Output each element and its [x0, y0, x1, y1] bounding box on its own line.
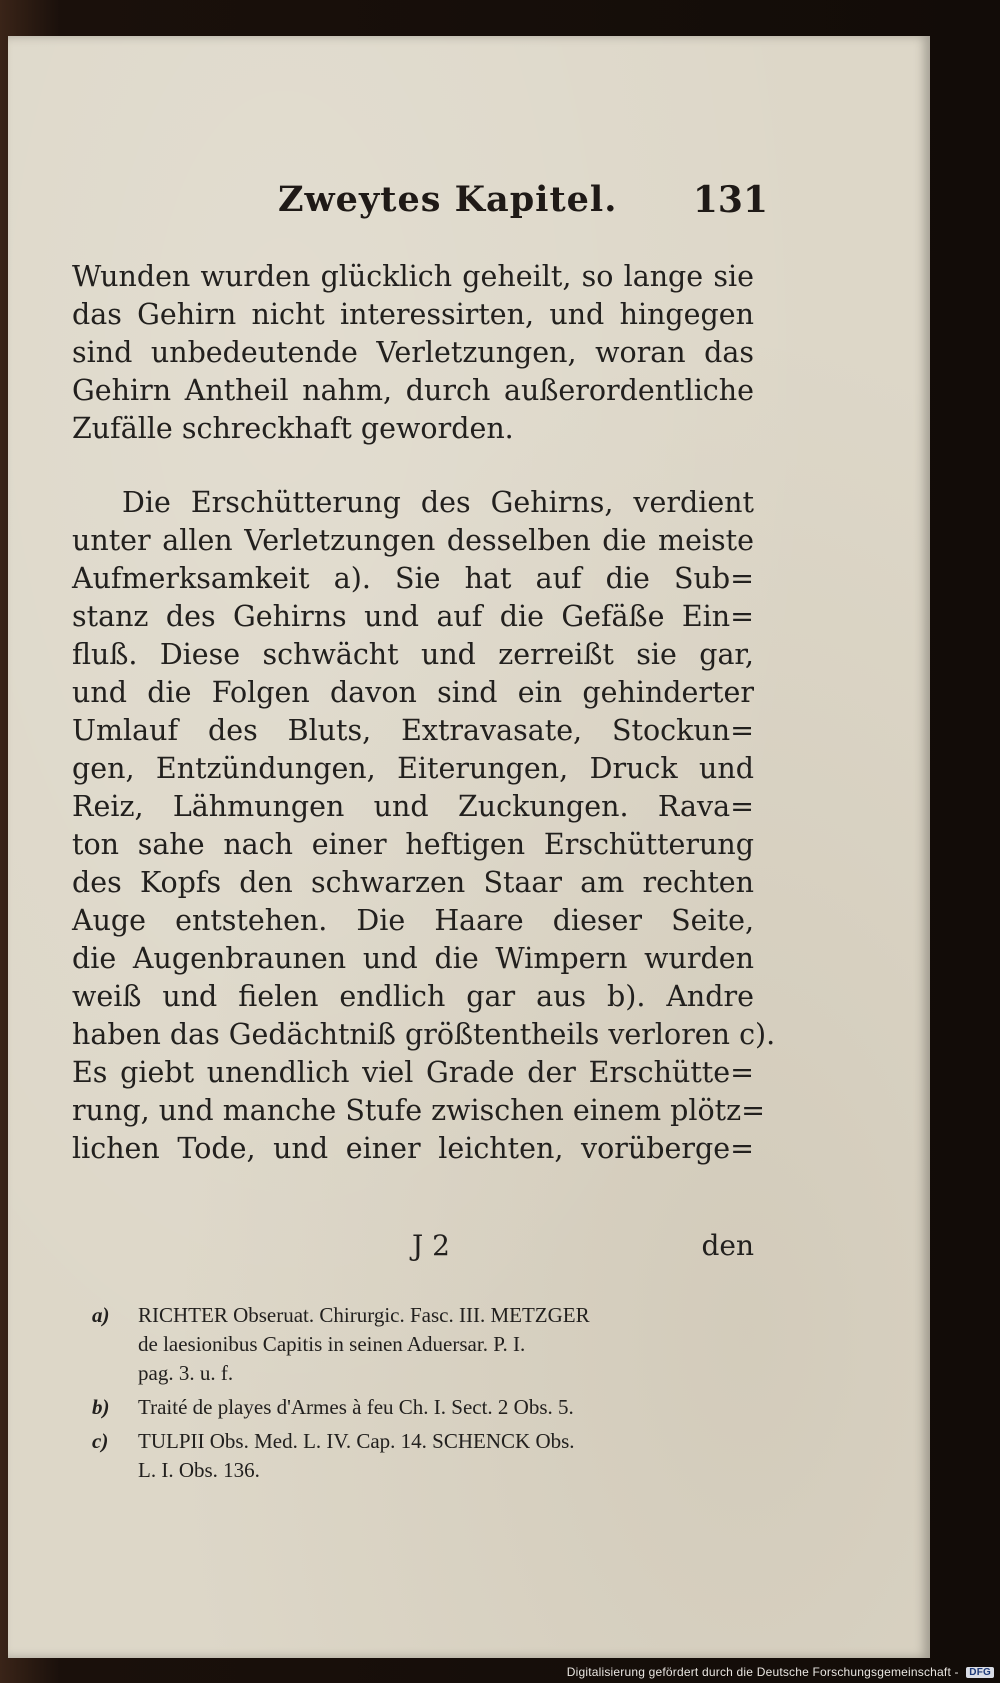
- text-line: und die Folgen davon sind ein gehinderter: [72, 676, 754, 709]
- footnote-c: [92, 1427, 738, 1485]
- footnote-line: pag. 3. u. f.: [138, 1361, 234, 1385]
- credit-text: Digitalisierung gefördert durch die Deutsche Forschungsgemeinschaft -: [566, 1665, 959, 1679]
- signature-mark: J 2: [412, 1229, 450, 1262]
- text-line: stanz des Gehirns und auf die Gefäße Ein=: [72, 600, 754, 633]
- footnotes: [92, 1301, 738, 1490]
- text-line: das Gehirn nicht interessirten, und hingegen: [72, 298, 754, 331]
- text-line: Es giebt unendlich viel Grade der Erschütte=: [72, 1056, 754, 1089]
- text-line: Gehirn Antheil nahm, durch außerordentliche: [72, 374, 754, 407]
- text-line: rung, und manche Stufe zwischen einem plötz=: [72, 1094, 766, 1127]
- footnote-line: de laesionibus Capitis in seinen Aduersar. P. I.: [138, 1332, 526, 1356]
- footnote-line: Traité de playes d'Armes à feu Ch. I. Sect. 2 Obs. 5.: [138, 1395, 574, 1419]
- paragraph-1: [72, 258, 754, 448]
- text-line: Reiz, Lähmungen und Zuckungen. Rava=: [72, 790, 754, 823]
- text-line: fluß. Diese schwächt und zerreißt sie gar,: [72, 638, 754, 671]
- footnote-marker: b): [92, 1395, 110, 1419]
- text-line: Aufmerksamkeit a). Sie hat auf die Sub=: [72, 562, 754, 595]
- footnote-marker: a): [92, 1303, 110, 1327]
- text-line: Wunden wurden glücklich geheilt, so lange sie: [72, 260, 754, 293]
- body-text: [72, 258, 776, 1168]
- text-line: lichen Tode, und einer leichten, vorüberge=: [72, 1132, 754, 1165]
- book-page: [8, 36, 930, 1658]
- text-line: Umlauf des Bluts, Extravasate, Stockun=: [72, 714, 754, 747]
- paragraph-2: [72, 484, 776, 1168]
- text-line: haben das Gedächtniß größtentheils verloren c).: [72, 1018, 776, 1051]
- footnote-line: RICHTER Obseruat. Chirurgic. Fasc. III. METZGER: [138, 1303, 590, 1327]
- catchword: den: [701, 1229, 754, 1262]
- text-line: Die Erschütterung des Gehirns, verdient: [122, 486, 754, 519]
- text-line: die Augenbraunen und die Wimpern wurden: [72, 942, 754, 975]
- footnote-line: L. I. Obs. 136.: [138, 1458, 260, 1482]
- footnote-a: [92, 1301, 738, 1388]
- dfg-logo: DFG: [966, 1667, 994, 1678]
- footnote-line: TULPII Obs. Med. L. IV. Cap. 14. SCHENCK Obs.: [138, 1429, 575, 1453]
- page-header: [278, 179, 768, 229]
- text-line: Zufälle schreckhaft geworden.: [72, 412, 514, 445]
- text-line: gen, Entzündungen, Eiterungen, Druck und: [72, 752, 754, 785]
- text-line: sind unbedeutende Verletzungen, woran das: [72, 336, 754, 369]
- text-line: unter allen Verletzungen desselben die meiste: [72, 524, 754, 557]
- footnote-marker: c): [92, 1429, 109, 1453]
- signature-row: [72, 1229, 754, 1269]
- page-number: 131: [692, 179, 768, 221]
- text-line: Auge entstehen. Die Haare dieser Seite,: [72, 904, 754, 937]
- text-line: ton sahe nach einer heftigen Erschütterung: [72, 828, 754, 861]
- footnote-b: [92, 1393, 738, 1422]
- text-line: weiß und fielen endlich gar aus b). Andre: [72, 980, 754, 1013]
- text-line: des Kopfs den schwarzen Staar am rechten: [72, 866, 754, 899]
- digitization-credit: [567, 1665, 994, 1679]
- running-head: Zweytes Kapitel.: [278, 179, 618, 220]
